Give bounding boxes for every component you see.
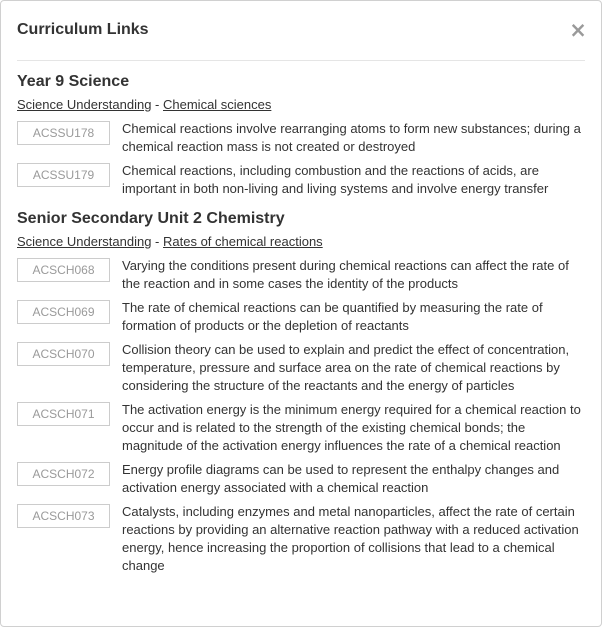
outcome-description: Chemical reactions, including combustion and the reactions of acids, are important in both non-living and living systems and involve energy transfer xyxy=(122,163,549,196)
dialog-body xyxy=(17,71,585,575)
dialog-title: Curriculum Links xyxy=(17,21,149,38)
outcome-row xyxy=(17,401,585,455)
outcome-row xyxy=(17,120,585,156)
outcome-code-badge: ACSSU179 xyxy=(17,163,110,187)
outcome-code-badge: ACSCH073 xyxy=(17,504,110,528)
curriculum-section xyxy=(17,71,585,198)
outcome-row xyxy=(17,257,585,293)
substrand-link[interactable]: Chemical sciences xyxy=(163,97,272,112)
outcome-description: The activation energy is the minimum energy required for a chemical reaction to occur and is related to the strength of the existing chemical bonds; the magnitude of the activation energy influences the rate of a chemical reaction xyxy=(122,402,581,453)
outcome-row xyxy=(17,299,585,335)
outcome-description: The rate of chemical reactions can be quantified by measuring the rate of formation of products or the depletion of reactants xyxy=(122,300,543,333)
strand-separator: - xyxy=(155,97,163,112)
strand-link[interactable]: Science Understanding xyxy=(17,97,152,112)
outcome-code-badge: ACSCH068 xyxy=(17,258,110,282)
outcome-description: Varying the conditions present during chemical reactions can affect the rate of the reaction and in some cases the identity of the products xyxy=(122,258,569,291)
outcome-row xyxy=(17,503,585,575)
outcome-description: Energy profile diagrams can be used to represent the enthalpy changes and activation energy associated with a chemical reaction xyxy=(122,462,560,495)
outcome-code-badge: ACSCH069 xyxy=(17,300,110,324)
close-icon[interactable]: × xyxy=(569,18,587,42)
section-title: Year 9 Science xyxy=(17,73,130,90)
dialog-header xyxy=(17,1,585,61)
outcome-description: Collision theory can be used to explain and predict the effect of concentration, temperature, pressure and surface area on the rate of chemical reactions by considering the structure of the reactants and the energy of particles xyxy=(122,342,570,393)
outcome-description: Catalysts, including enzymes and metal nanoparticles, affect the rate of certain reactions by providing an alternative reaction pathway with a reduced activation energy, hence increasing the proportion of collisions that lead to a chemical change xyxy=(122,504,579,573)
outcome-code-badge: ACSSU178 xyxy=(17,121,110,145)
curriculum-section xyxy=(17,208,585,575)
strand-breadcrumb xyxy=(17,96,585,114)
outcome-description: Chemical reactions involve rearranging atoms to form new substances; during a chemical reaction mass is not created or destroyed xyxy=(122,121,581,154)
outcome-code-badge: ACSCH072 xyxy=(17,462,110,486)
section-title: Senior Secondary Unit 2 Chemistry xyxy=(17,210,285,227)
outcome-code-badge: ACSCH071 xyxy=(17,402,110,426)
outcome-row xyxy=(17,461,585,497)
outcome-code-badge: ACSCH070 xyxy=(17,342,110,366)
outcome-row xyxy=(17,341,585,395)
outcome-row xyxy=(17,162,585,198)
strand-separator: - xyxy=(155,234,163,249)
strand-link[interactable]: Science Understanding xyxy=(17,234,152,249)
substrand-link[interactable]: Rates of chemical reactions xyxy=(163,234,323,249)
strand-breadcrumb xyxy=(17,233,585,251)
